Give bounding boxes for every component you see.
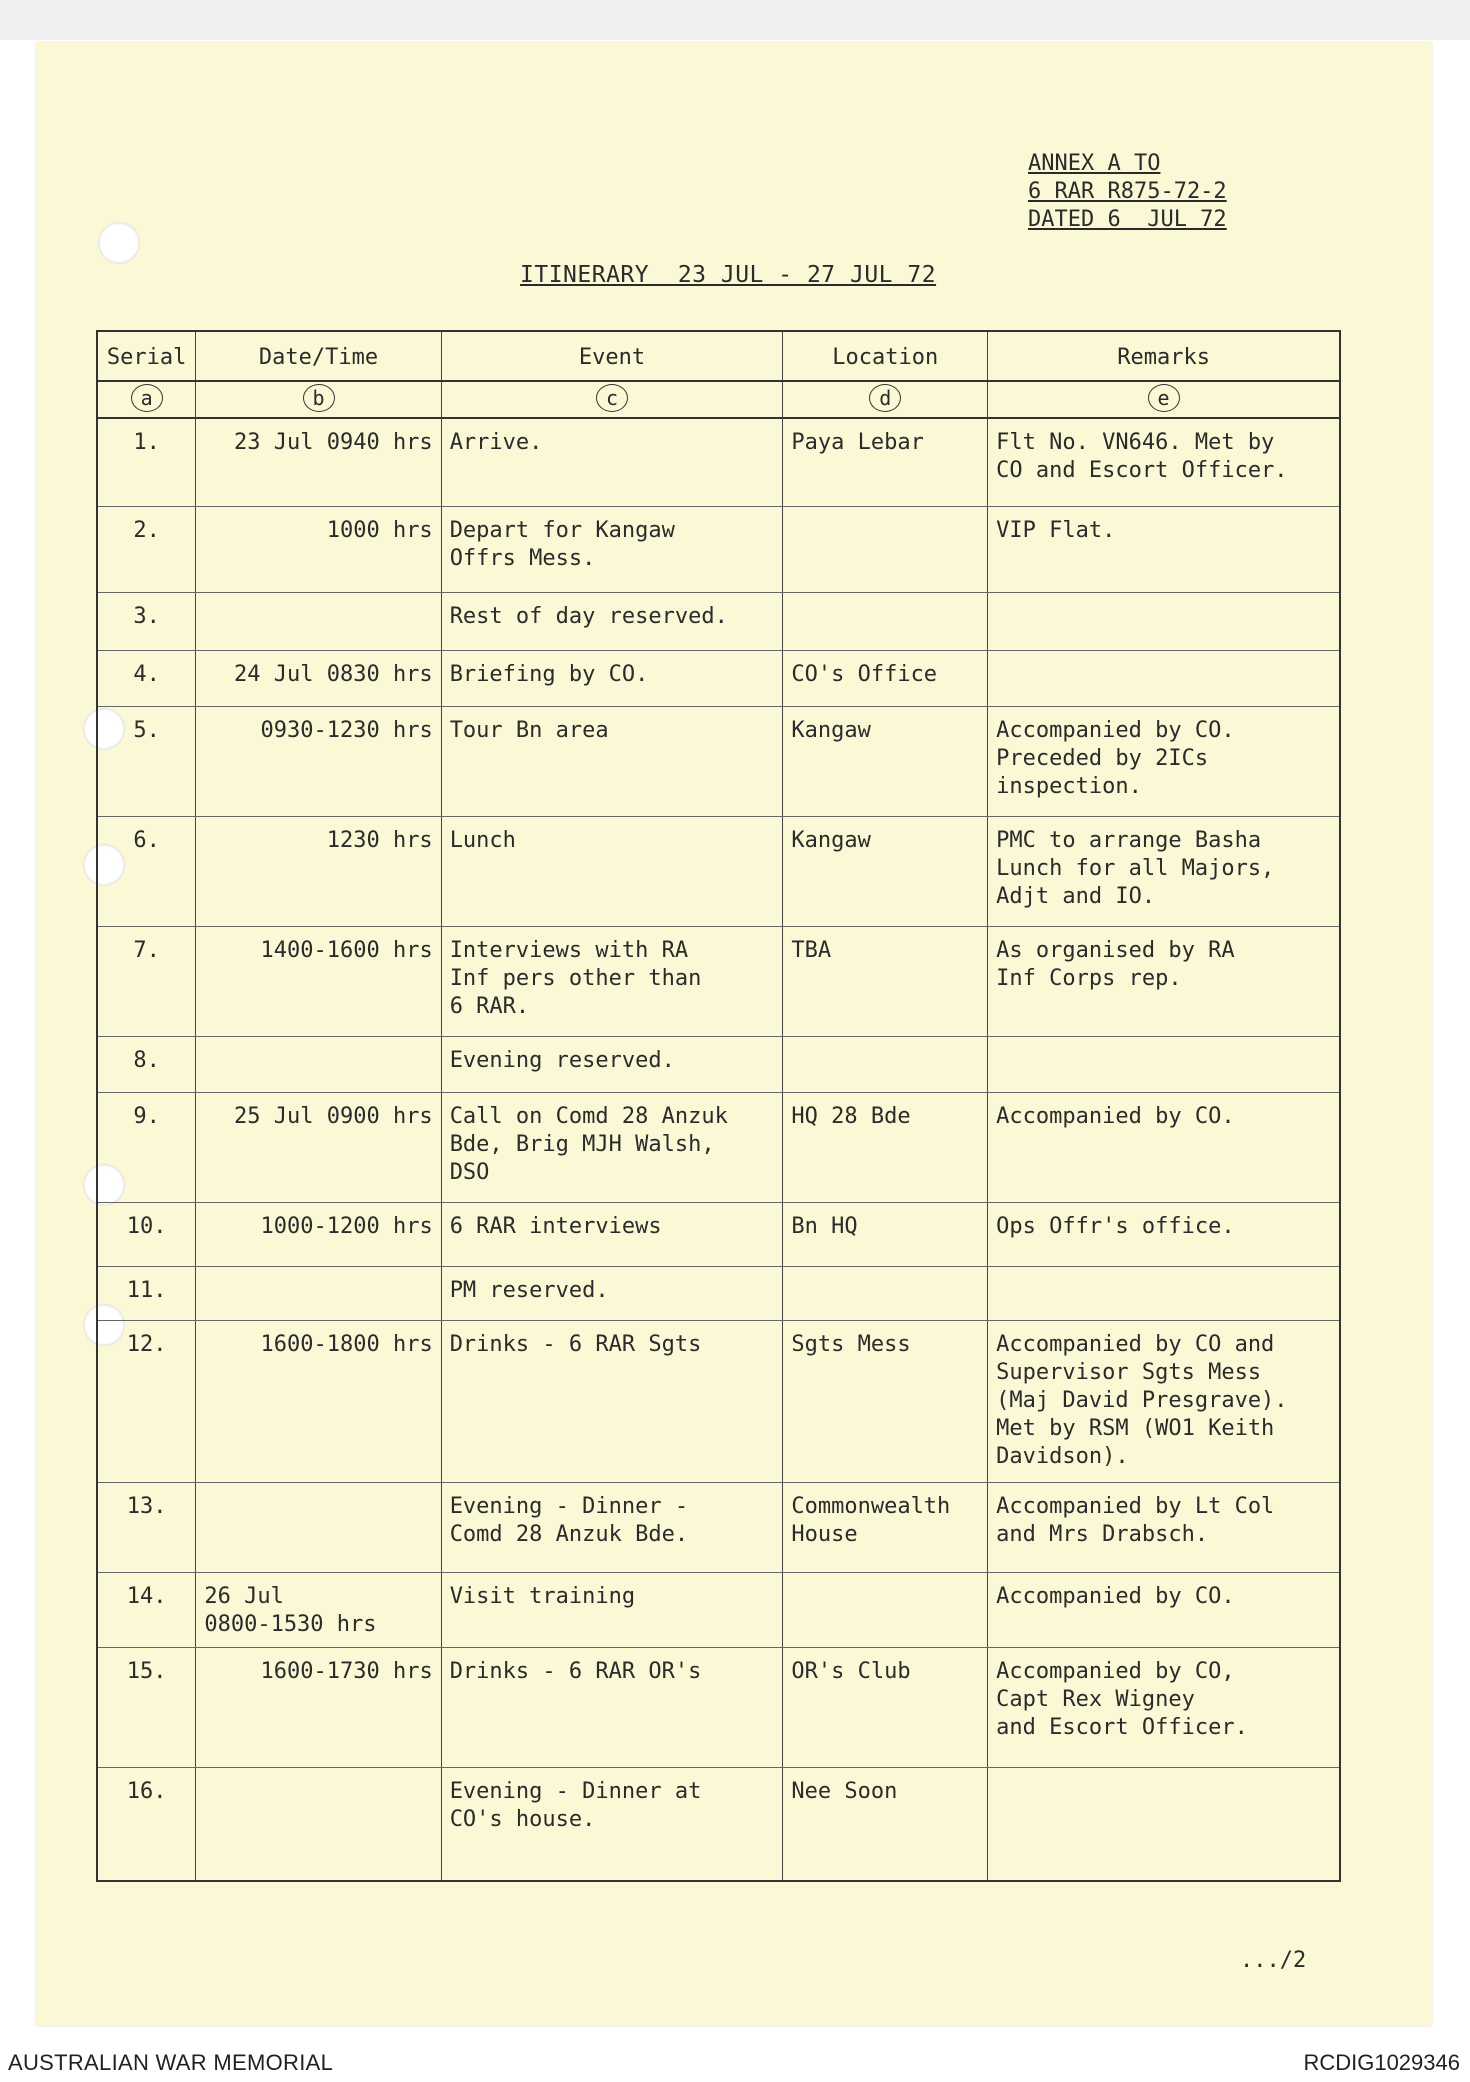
table-row	[97, 1572, 1340, 1647]
annex-line-1: ANNEX A TO	[1028, 151, 1161, 176]
header-row	[97, 331, 1340, 381]
event-cell: Arrive.	[441, 418, 783, 506]
location-cell: Sgts Mess	[783, 1320, 988, 1482]
column-letter-row	[97, 381, 1340, 418]
date-time-cell: 25 Jul 0900 hrs	[196, 1092, 441, 1202]
event-cell: Briefing by CO.	[441, 650, 783, 706]
date-time-cell: 1000 hrs	[196, 506, 441, 592]
column-letter: c	[596, 384, 628, 412]
remarks-cell	[988, 1266, 1340, 1320]
date-time-cell	[196, 1767, 441, 1881]
date-time-cell: 24 Jul 0830 hrs	[196, 650, 441, 706]
remarks-cell	[988, 650, 1340, 706]
location-cell: Kangaw	[783, 706, 988, 816]
remarks-cell	[988, 1036, 1340, 1092]
table-row	[97, 1036, 1340, 1092]
serial-cell: 4.	[97, 650, 196, 706]
event-cell: Visit training	[441, 1572, 783, 1647]
archive-caption: AUSTRALIAN WAR MEMORIAL	[8, 2050, 334, 2075]
table-row	[97, 418, 1340, 506]
location-cell: Kangaw	[783, 816, 988, 926]
serial-cell: 16.	[97, 1767, 196, 1881]
location-cell: Commonwealth House	[783, 1482, 988, 1572]
remarks-cell: Accompanied by CO. Preceded by 2ICs inspection.	[988, 706, 1340, 816]
event-cell: Evening - Dinner at CO's house.	[441, 1767, 783, 1881]
table-row	[97, 816, 1340, 926]
serial-cell: 1.	[97, 418, 196, 506]
header-remarks: Remarks	[988, 331, 1340, 381]
annex-reference	[1028, 150, 1227, 234]
table-row	[97, 1647, 1340, 1767]
serial-cell: 10.	[97, 1202, 196, 1266]
serial-cell: 7.	[97, 926, 196, 1036]
remarks-cell: As organised by RA Inf Corps rep.	[988, 926, 1340, 1036]
annex-line-3: DATED 6 JUL 72	[1028, 207, 1227, 232]
date-time-cell	[196, 592, 441, 650]
date-time-cell: 1600-1730 hrs	[196, 1647, 441, 1767]
location-cell	[783, 1036, 988, 1092]
event-cell: Call on Comd 28 Anzuk Bde, Brig MJH Walsh, DSO	[441, 1092, 783, 1202]
archive-id: RCDIG1029346	[1303, 2050, 1460, 2075]
event-cell: 6 RAR interviews	[441, 1202, 783, 1266]
header-serial: Serial	[97, 331, 196, 381]
location-cell	[783, 1266, 988, 1320]
table-row	[97, 1266, 1340, 1320]
location-cell	[783, 592, 988, 650]
table-row	[97, 1482, 1340, 1572]
date-time-cell	[196, 1036, 441, 1092]
date-time-cell: 0930-1230 hrs	[196, 706, 441, 816]
serial-cell: 14.	[97, 1572, 196, 1647]
location-cell: HQ 28 Bde	[783, 1092, 988, 1202]
column-letter: b	[303, 384, 335, 412]
event-cell: Interviews with RA Inf pers other than 6 RAR.	[441, 926, 783, 1036]
date-time-cell: 1400-1600 hrs	[196, 926, 441, 1036]
location-cell: Bn HQ	[783, 1202, 988, 1266]
location-cell: Paya Lebar	[783, 418, 988, 506]
column-letter: d	[869, 384, 901, 412]
serial-cell: 9.	[97, 1092, 196, 1202]
serial-cell: 11.	[97, 1266, 196, 1320]
serial-cell: 6.	[97, 816, 196, 926]
date-time-cell: 26 Jul 0800-1530 hrs	[196, 1572, 441, 1647]
location-cell	[783, 1572, 988, 1647]
event-cell: Evening reserved.	[441, 1036, 783, 1092]
remarks-cell: Ops Offr's office.	[988, 1202, 1340, 1266]
continuation-marker: .../2	[1240, 1948, 1307, 1973]
itinerary-title: ITINERARY 23 JUL - 27 JUL 72	[520, 262, 937, 288]
date-time-cell	[196, 1266, 441, 1320]
itinerary-table	[96, 330, 1341, 1882]
table-row	[97, 506, 1340, 592]
remarks-cell	[988, 1767, 1340, 1881]
serial-cell: 15.	[97, 1647, 196, 1767]
remarks-cell: PMC to arrange Basha Lunch for all Majors, Adjt and IO.	[988, 816, 1340, 926]
event-cell: Evening - Dinner - Comd 28 Anzuk Bde.	[441, 1482, 783, 1572]
location-cell	[783, 506, 988, 592]
serial-cell: 2.	[97, 506, 196, 592]
remarks-cell: Accompanied by CO and Supervisor Sgts Mess (Maj David Presgrave). Met by RSM (WO1 Keith Davidson).	[988, 1320, 1340, 1482]
location-cell: TBA	[783, 926, 988, 1036]
event-cell: Drinks - 6 RAR Sgts	[441, 1320, 783, 1482]
event-cell: Tour Bn area	[441, 706, 783, 816]
annex-line-2: 6 RAR R875-72-2	[1028, 179, 1227, 204]
event-cell: Lunch	[441, 816, 783, 926]
table-row	[97, 592, 1340, 650]
scan-top-margin	[0, 0, 1470, 40]
serial-cell: 8.	[97, 1036, 196, 1092]
location-cell: OR's Club	[783, 1647, 988, 1767]
date-time-cell	[196, 1482, 441, 1572]
table-row	[97, 1092, 1340, 1202]
event-cell: Rest of day reserved.	[441, 592, 783, 650]
date-time-cell: 1000-1200 hrs	[196, 1202, 441, 1266]
date-time-cell: 23 Jul 0940 hrs	[196, 418, 441, 506]
serial-cell: 12.	[97, 1320, 196, 1482]
punch-hole	[98, 222, 140, 264]
date-time-cell: 1600-1800 hrs	[196, 1320, 441, 1482]
remarks-cell: Flt No. VN646. Met by CO and Escort Officer.	[988, 418, 1340, 506]
table-row	[97, 1320, 1340, 1482]
header-event: Event	[441, 331, 783, 381]
location-cell: Nee Soon	[783, 1767, 988, 1881]
table-row	[97, 1767, 1340, 1881]
event-cell: Drinks - 6 RAR OR's	[441, 1647, 783, 1767]
remarks-cell: Accompanied by CO.	[988, 1572, 1340, 1647]
serial-cell: 13.	[97, 1482, 196, 1572]
serial-cell: 5.	[97, 706, 196, 816]
table-row	[97, 1202, 1340, 1266]
remarks-cell: Accompanied by CO, Capt Rex Wigney and Escort Officer.	[988, 1647, 1340, 1767]
header-location: Location	[783, 331, 988, 381]
location-cell: CO's Office	[783, 650, 988, 706]
table-row	[97, 650, 1340, 706]
column-letter: a	[131, 384, 163, 412]
event-cell: PM reserved.	[441, 1266, 783, 1320]
table-row	[97, 926, 1340, 1036]
remarks-cell: Accompanied by Lt Col and Mrs Drabsch.	[988, 1482, 1340, 1572]
remarks-cell: Accompanied by CO.	[988, 1092, 1340, 1202]
remarks-cell	[988, 592, 1340, 650]
header-date-time: Date/Time	[196, 331, 441, 381]
date-time-cell: 1230 hrs	[196, 816, 441, 926]
event-cell: Depart for Kangaw Offrs Mess.	[441, 506, 783, 592]
remarks-cell: VIP Flat.	[988, 506, 1340, 592]
column-letter: e	[1148, 384, 1180, 412]
serial-cell: 3.	[97, 592, 196, 650]
table-row	[97, 706, 1340, 816]
